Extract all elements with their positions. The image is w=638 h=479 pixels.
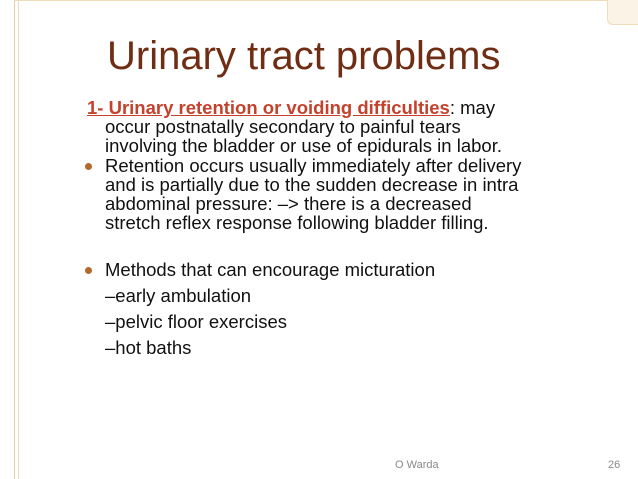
section-heading: 1- Urinary retention or voiding difficulties <box>87 97 450 118</box>
bullet-methods <box>87 260 627 279</box>
heading-continuation: : may <box>449 97 496 118</box>
paragraph-urinary-retention <box>87 98 627 155</box>
method-item: –pelvic floor exercises <box>105 311 287 332</box>
bullet-line: and is partially due to the sudden decrease in intra <box>105 174 519 195</box>
slide-body <box>87 98 627 361</box>
bullet-line: abdominal pressure: –> there is a decreased <box>105 193 472 214</box>
frame-line <box>14 0 15 479</box>
bullet-line: Retention occurs usually immediately after delivery <box>105 155 522 176</box>
footer-author: O Warda <box>395 459 439 471</box>
page-number: 26 <box>608 459 621 471</box>
paragraph-line: involving the bladder or use of epidurals in labor. <box>105 135 502 156</box>
method-item: –hot baths <box>105 337 192 358</box>
frame-corner <box>607 0 638 25</box>
bullet-icon <box>85 267 92 274</box>
slide-title: Urinary tract problems <box>107 34 501 78</box>
paragraph-line: occur postnatally secondary to painful tears <box>105 116 461 137</box>
bullet-icon <box>85 163 92 170</box>
methods-list <box>87 283 627 361</box>
method-item: –early ambulation <box>105 285 252 306</box>
frame-line <box>18 0 19 479</box>
bullet-line: stretch reflex response following bladder filling. <box>105 212 489 233</box>
frame-line <box>14 0 638 1</box>
bullet-line: Methods that can encourage micturation <box>105 259 436 280</box>
bullet-retention <box>87 156 627 232</box>
